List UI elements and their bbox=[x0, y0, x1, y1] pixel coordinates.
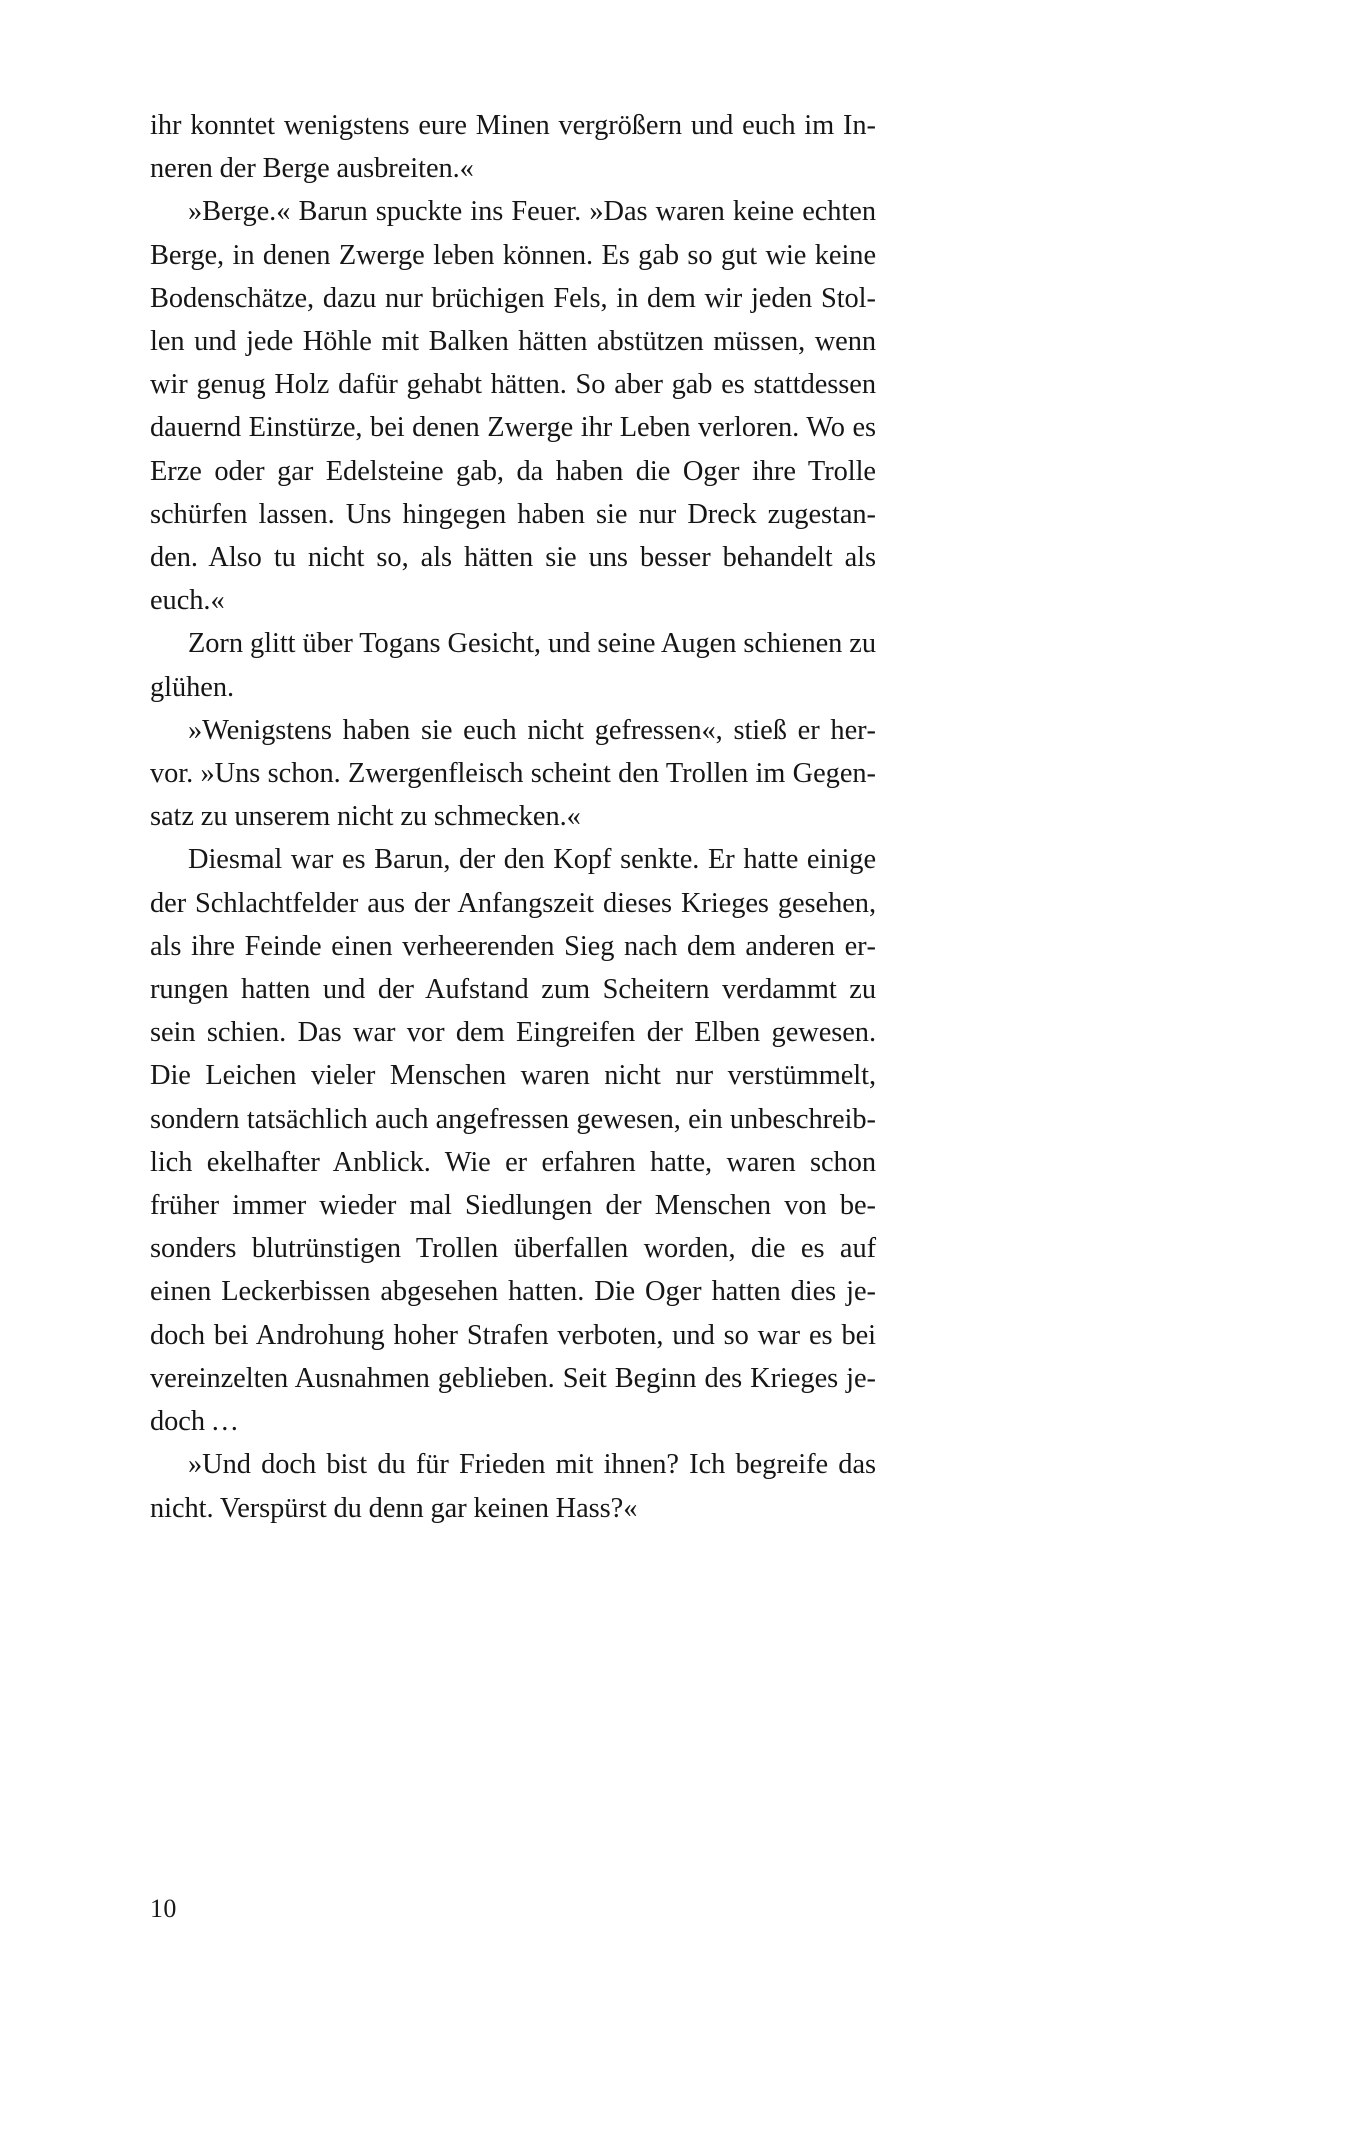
paragraph: Diesmal war es Barun, der den Kopf senkte. Er hatte einige der Schlachtfelder aus der Anfangszeit dieses Krieges gesehen, als ihre Feinde einen verheerenden Sieg nach dem anderen errungen hatten und der Aufstand zum Scheitern verdammt zu sein schien. Das war vor dem Eingreifen der Elben gewesen. Die Leichen vieler Menschen waren nicht nur verstümmelt, sondern tatsächlich auch angefressen gewesen, ein unbeschreiblich ekelhafter Anblick. Wie er erfahren hatte, waren schon früher immer wieder mal Siedlungen der Menschen von besonders blutrünstigen Trollen überfallen worden, die es auf einen Leckerbissen abgesehen hatten. Die Oger hatten dies jedoch bei Androhung hoher Strafen verboten, und so war es bei vereinzelten Ausnahmen geblieben. Seit Beginn des Krieges jedoch … bbox=[150, 844, 876, 1438]
paragraph: »Und doch bist du für Frieden mit ihnen? Ich begreife das nicht. Verspürst du denn gar keinen Hass?« bbox=[150, 1449, 876, 1524]
paragraph-continuation: ihr konntet wenigstens eure Minen vergrößern und euch im Inneren der Berge ausbreiten.« bbox=[150, 110, 876, 185]
paragraph: Zorn glitt über Togans Gesicht, und seine Augen schienen zu glühen. bbox=[150, 628, 876, 703]
paragraph: »Wenigstens haben sie euch nicht gefressen«, stieß er hervor. »Uns schon. Zwergenfleisch scheint den Trollen im Gegensatz zu unserem nicht zu schmecken.« bbox=[150, 714, 876, 833]
page-number: 10 bbox=[150, 1894, 177, 1923]
paragraph: »Berge.« Barun spuckte ins Feuer. »Das waren keine echten Berge, in denen Zwerge leben können. Es gab so gut wie keine Bodenschätze, dazu nur brüchigen Fels, in dem wir jeden Stollen und jede Höhle mit Balken hätten abstützen müssen, wenn wir genug Holz dafür gehabt hätten. So aber gab es stattdessen dauernd Einstürze, bei denen Zwerge ihr Leben verloren. Wo es Erze oder gar Edelsteine gab, da haben die Oger ihre Trolle schürfen lassen. Uns hingegen haben sie nur Dreck zugestanden. Also tu nicht so, als hätten sie uns besser behandelt als euch.« bbox=[150, 196, 876, 617]
body-text-block bbox=[150, 104, 876, 1530]
